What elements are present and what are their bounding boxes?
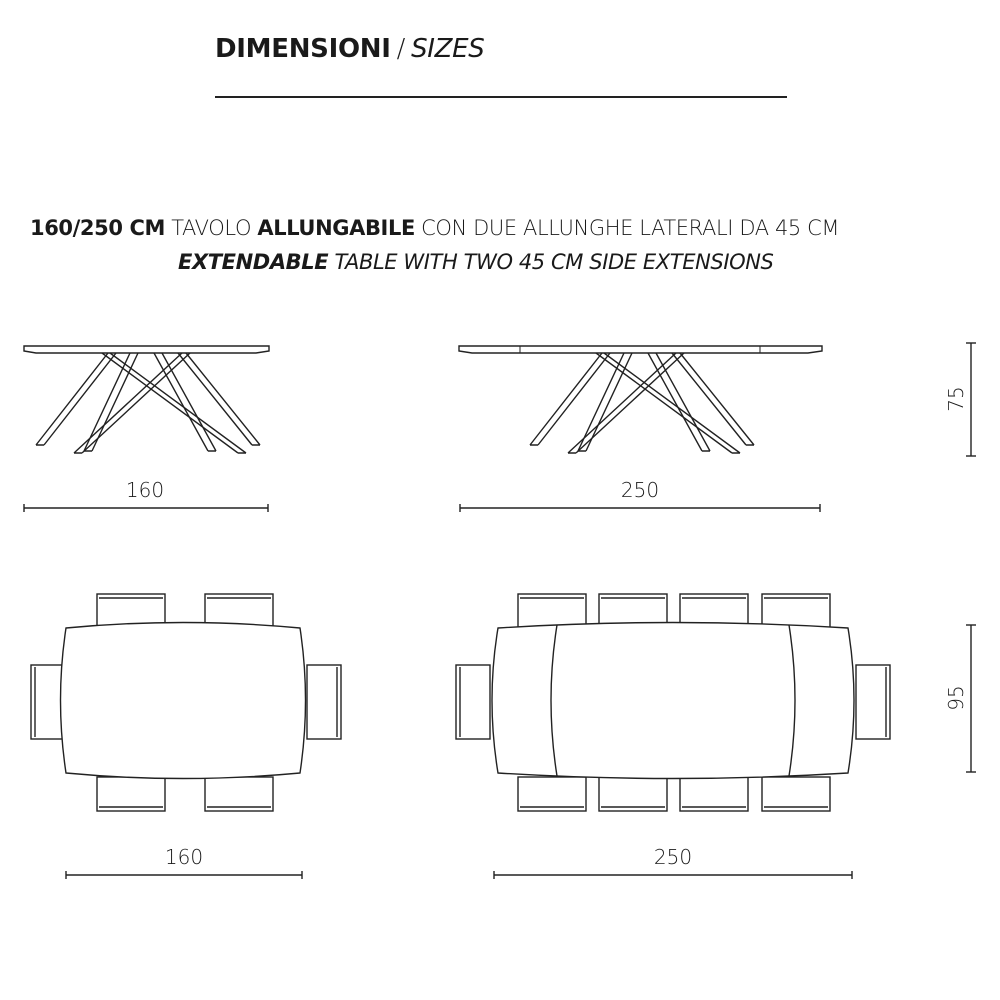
description-it-text-1: TAVOLO xyxy=(164,216,258,240)
height-label: 75 xyxy=(944,386,968,412)
description-en-text: TABLE WITH TWO 45 CM SIDE EXTENSIONS xyxy=(328,250,774,274)
title-italian: DIMENSIONI xyxy=(215,34,391,64)
tabletop-closed xyxy=(24,346,269,353)
top-open-dimension-line xyxy=(494,871,852,879)
description-it-bold: ALLUNGABILE xyxy=(257,216,415,240)
description-en-bold: EXTENDABLE xyxy=(178,250,329,274)
side-open-dimension-line xyxy=(460,504,820,512)
tabletop-closed-plan xyxy=(61,623,306,779)
top-view-closed xyxy=(31,594,341,811)
side-closed-width-label: 160 xyxy=(125,478,165,502)
description-size: 160/250 CM xyxy=(30,216,165,240)
depth-label: 95 xyxy=(944,685,968,711)
side-closed-dimension-line xyxy=(24,504,268,512)
top-view-open xyxy=(456,594,890,811)
side-view-open xyxy=(459,346,822,453)
description-it-text-2: CON DUE ALLUNGHE LATERALI DA 45 CM xyxy=(414,216,840,240)
top-closed-dimension-line xyxy=(66,871,302,879)
top-open-width-label: 250 xyxy=(653,845,693,869)
title-english: SIZES xyxy=(411,34,485,64)
tabletop-open-plan xyxy=(492,623,854,779)
tabletop-open xyxy=(459,346,822,353)
title-separator: / xyxy=(396,34,406,64)
side-view-closed xyxy=(24,346,269,453)
top-closed-width-label: 160 xyxy=(164,845,204,869)
side-open-width-label: 250 xyxy=(620,478,660,502)
